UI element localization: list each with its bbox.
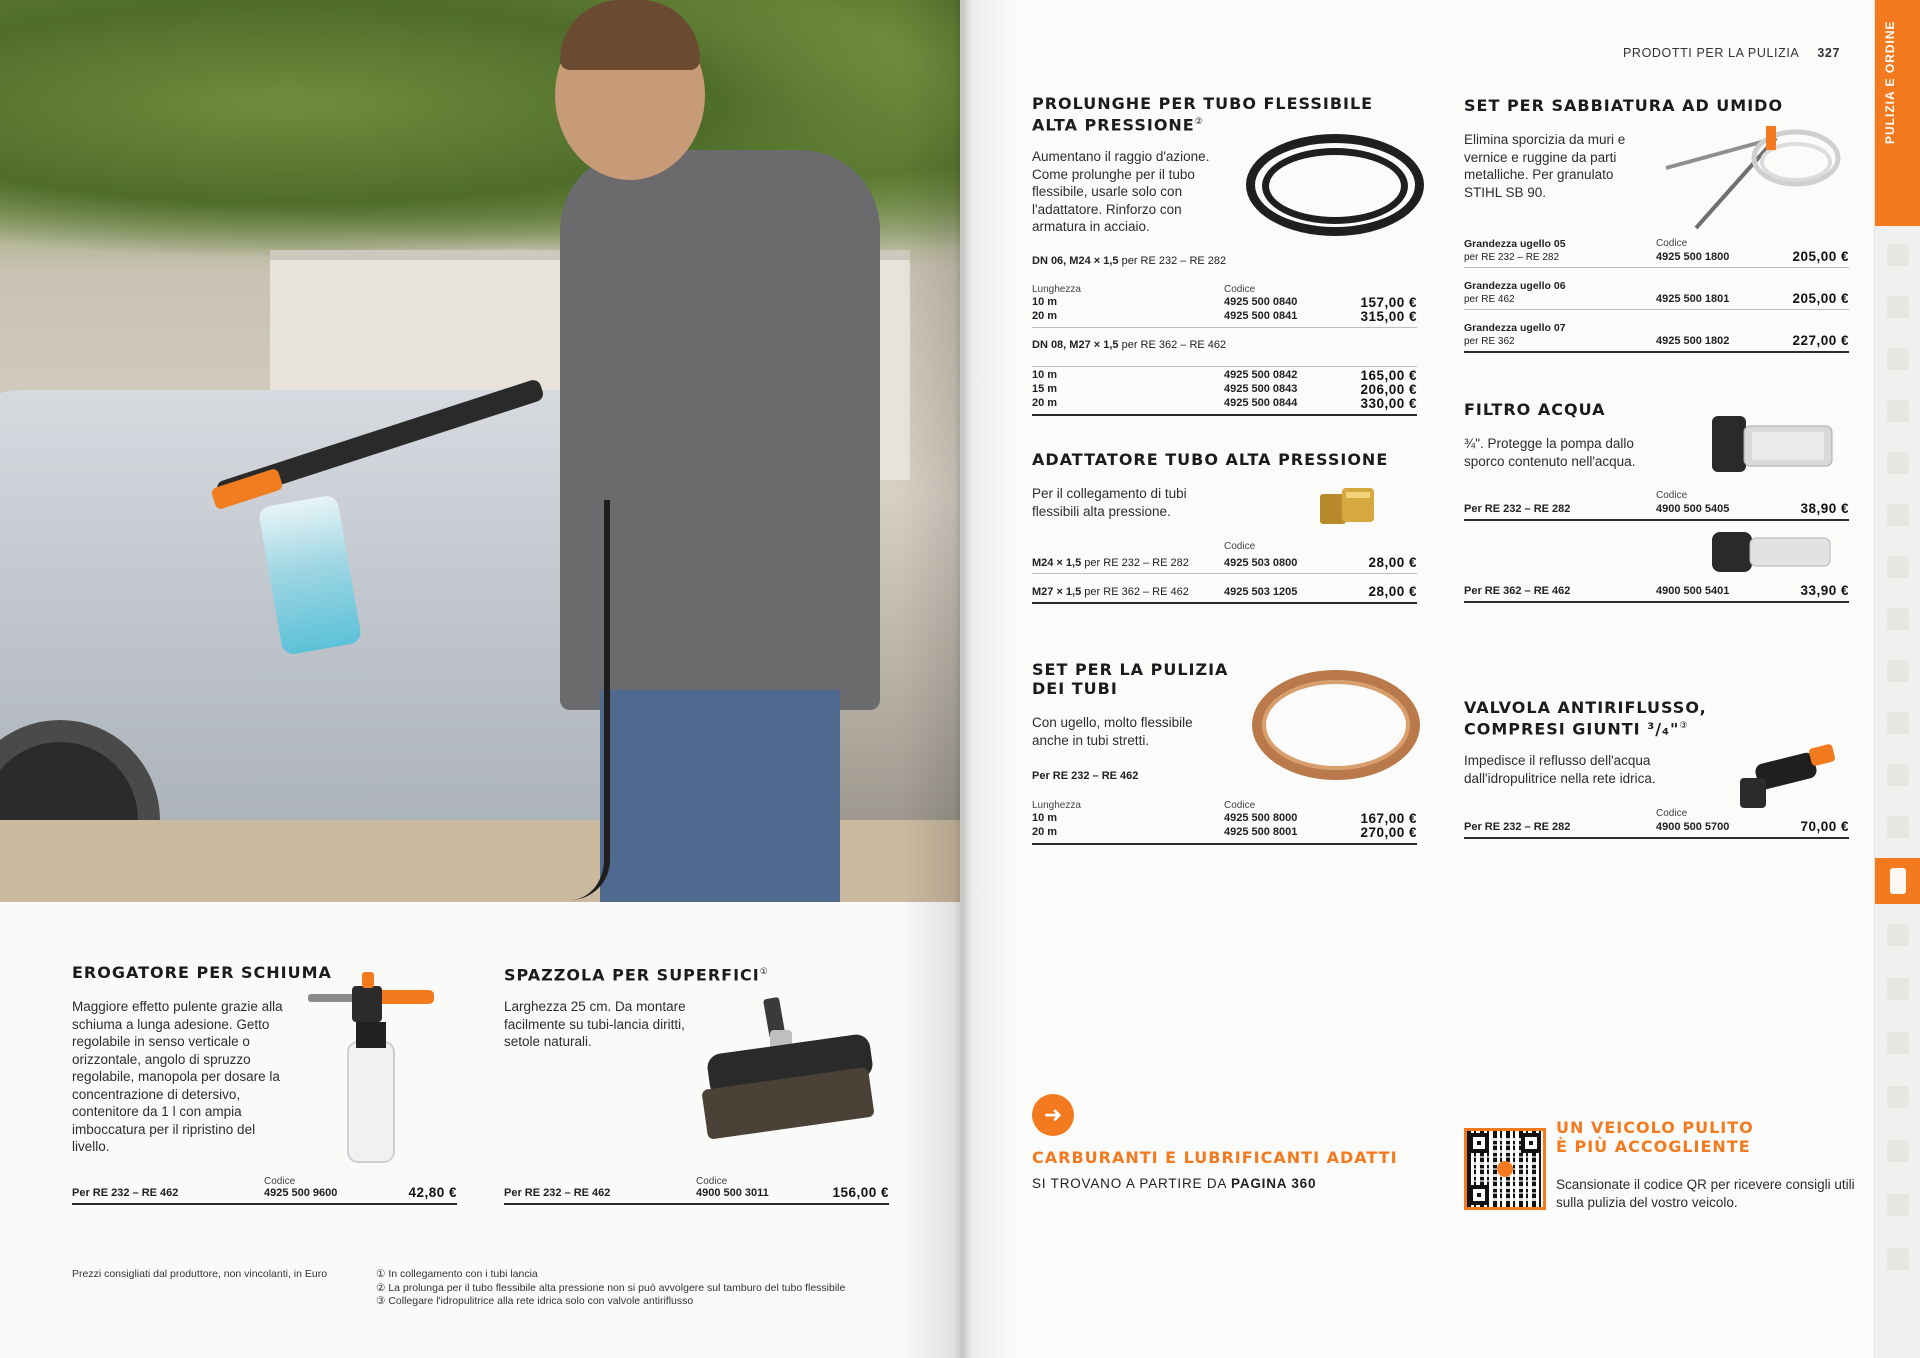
tab-cleaning-icon[interactable]	[1875, 858, 1920, 904]
tab-tools-icon[interactable]	[1875, 1182, 1920, 1228]
clean-vehicle-title-line1: UN VEICOLO PULITO	[1556, 1118, 1754, 1137]
extensions-title	[1032, 94, 1373, 134]
brush-price: 156,00 €	[832, 1185, 889, 1200]
brush-model: Per RE 232 – RE 462	[504, 1187, 611, 1199]
filter-model: Per RE 362 – RE 462	[1464, 585, 1571, 597]
backflow-valve-image	[1726, 734, 1846, 814]
ext-code: 4925 500 0840	[1224, 296, 1298, 308]
valve-description: Impedisce il reflusso dell'acqua dall'idropulitrice nella rete idrica.	[1464, 753, 1656, 786]
extensions-row-2	[1032, 310, 1417, 324]
sandblast-model: per RE 362	[1464, 336, 1515, 347]
sandblast-row-2	[1464, 280, 1849, 310]
qr-corner	[1469, 1185, 1489, 1205]
prices-note: Prezzi consigliati dal produttore, non vincolanti, in Euro	[72, 1268, 328, 1280]
extensions-title-line1: PROLUNGHE PER TUBO FLESSIBILE	[1032, 94, 1374, 113]
footnote-1: ① In collegamento con i tubi lancia	[376, 1268, 538, 1280]
fuel-subtitle	[1032, 1176, 1316, 1191]
valve-row	[1464, 820, 1849, 839]
pipe-rows	[1032, 812, 1417, 845]
filter-price: 33,90 €	[1800, 583, 1849, 598]
extensions-group-2	[1032, 366, 1417, 416]
sandblast-price: 227,00 €	[1792, 333, 1849, 348]
pipe-code-label: Codice	[1224, 800, 1256, 811]
qr-code[interactable]	[1464, 1128, 1546, 1210]
extensions-spec-1-bold: DN 06, M24 × 1,5	[1032, 255, 1119, 267]
sandblast-image	[1656, 118, 1846, 238]
ext-price: 206,00 €	[1360, 382, 1417, 397]
pipe-length-label: Lunghezza	[1032, 800, 1081, 811]
qr-corner	[1469, 1133, 1489, 1153]
foam-price: 42,80 €	[408, 1185, 457, 1200]
pipe-description: Con ugello, molto flessibile anche in tubi stretti.	[1032, 715, 1193, 748]
sandblast-row-1	[1464, 238, 1849, 268]
ext-len: 15 m	[1032, 383, 1058, 395]
ext-price: 157,00 €	[1360, 295, 1417, 310]
extensions-row-4	[1032, 383, 1417, 397]
sandblast-price: 205,00 €	[1792, 291, 1849, 306]
tab-vacuum-icon[interactable]	[1875, 912, 1920, 958]
tab-hedge-trimmer-icon[interactable]	[1875, 336, 1920, 382]
adapter-image	[1316, 478, 1380, 534]
sandblast-code: 4925 500 1801	[1656, 293, 1730, 305]
sandblast-spec	[1464, 280, 1656, 306]
pipe-row-2	[1032, 826, 1417, 840]
adapter-price: 28,00 €	[1368, 555, 1417, 570]
valve-price: 70,00 €	[1800, 819, 1849, 834]
section-tab-strip	[1874, 0, 1920, 1358]
extensions-spec-2-bold: DN 08, M27 × 1,5	[1032, 339, 1119, 351]
pipe-model: Per RE 232 – RE 462	[1032, 770, 1139, 782]
extensions-title-line2: ALTA PRESSIONE	[1032, 115, 1195, 135]
filter-model: Per RE 232 – RE 282	[1464, 503, 1571, 515]
valve-code-label: Codice	[1656, 808, 1688, 819]
extensions-group-1	[1032, 296, 1417, 328]
adapter-row-2	[1032, 585, 1417, 604]
surface-brush-image	[700, 996, 880, 1146]
adapter-code: 4925 503 1205	[1224, 586, 1298, 598]
tab-tiller-icon[interactable]	[1875, 648, 1920, 694]
hose-extension-image-inner	[1262, 148, 1408, 224]
fuel-subtitle-prefix: SI TROVANO A PARTIRE DA	[1032, 1176, 1232, 1191]
extensions-spec-2-rest: per RE 362 – RE 462	[1118, 339, 1227, 351]
arrow-right-icon[interactable]: ➜	[1032, 1094, 1074, 1136]
water-filter-image-1	[1708, 410, 1838, 480]
clean-vehicle-description: Scansionate il codice QR per ricevere consigli utili sulla pulizia del vostro veicolo.	[1556, 1177, 1855, 1210]
ext-price: 330,00 €	[1360, 396, 1417, 411]
ext-price: 165,00 €	[1360, 368, 1417, 383]
extensions-code-label: Codice	[1224, 284, 1256, 295]
valve-title-line2: COMPRESI GIUNTI ³/₄"	[1464, 719, 1680, 739]
hero-photo	[0, 0, 960, 902]
sandblast-row-3	[1464, 322, 1849, 353]
extensions-spec-1	[1032, 255, 1226, 268]
adapter-title: ADATTATORE TUBO ALTA PRESSIONE	[1032, 450, 1389, 469]
brush-price-row	[504, 1186, 889, 1205]
foam-code-label: Codice	[264, 1176, 296, 1187]
valve-title-line2-wrap	[1464, 717, 1707, 738]
foam-model: Per RE 232 – RE 462	[72, 1187, 179, 1199]
tab-pole-saw-icon[interactable]	[1875, 284, 1920, 330]
tab-pulizia-e-ordine[interactable]	[1875, 0, 1920, 226]
sandblast-title: SET PER SABBIATURA AD UMIDO	[1464, 96, 1784, 115]
tab-case-icon[interactable]	[1875, 1128, 1920, 1174]
filter-row-1	[1464, 502, 1849, 521]
tab-battery-icon[interactable]	[1875, 966, 1920, 1012]
extensions-spec-2	[1032, 339, 1226, 352]
filter-price: 38,90 €	[1800, 501, 1849, 516]
pipe-price: 167,00 €	[1360, 811, 1417, 826]
filter-code-label: Codice	[1656, 490, 1688, 501]
adapter-row-1	[1032, 556, 1417, 574]
tab-book-icon[interactable]	[1875, 1020, 1920, 1066]
extensions-description: Aumentano il raggio d'azione. Come prolunghe per il tubo flessibile, usarle solo con l'adattatore. Rinforzo con armatura in acciaio.	[1032, 149, 1210, 234]
tab-chainsaw-icon[interactable]	[1875, 232, 1920, 278]
filter-code: 4900 500 5401	[1656, 585, 1730, 597]
adapter-spec-bold: M27 × 1,5	[1032, 586, 1082, 598]
brush-title-text: SPAZZOLA PER SUPERFICI	[504, 965, 760, 985]
sandblast-model: per RE 462	[1464, 294, 1515, 305]
adapter-price: 28,00 €	[1368, 584, 1417, 599]
extensions-row-3	[1032, 369, 1417, 383]
water-filter-image-2	[1708, 528, 1838, 578]
fuel-title: CARBURANTI E LUBRIFICANTI ADATTI	[1032, 1148, 1398, 1167]
clean-vehicle-title	[1556, 1118, 1754, 1156]
brush-title-note: ①	[759, 967, 769, 977]
valve-title	[1464, 698, 1707, 738]
pipe-len: 20 m	[1032, 826, 1058, 838]
clean-vehicle-title-line2: È PIÙ ACCOGLIENTE	[1556, 1137, 1751, 1156]
ext-len: 20 m	[1032, 310, 1058, 322]
sandblast-spec	[1464, 238, 1656, 264]
tab-label: PULIZIA E ORDINE	[1883, 20, 1897, 144]
filter-description: ¾". Protegge la pompa dallo sporco contenuto nell'acqua.	[1464, 436, 1636, 469]
pipe-len: 10 m	[1032, 812, 1058, 824]
sandblast-code: 4925 500 1802	[1656, 335, 1730, 347]
ext-code: 4925 500 0843	[1224, 383, 1298, 395]
foam-title: EROGATORE PER SCHIUMA	[72, 963, 332, 982]
sandblast-description: Elimina sporcizia da muri e vernice e ruggine da parti metalliche. Per granulato STIHL SB 90.	[1464, 132, 1626, 200]
footnotes	[376, 1268, 896, 1309]
filter-row-2	[1464, 584, 1849, 603]
footnote-3: ③ Collegare l'idropulitrice alla rete idrica solo con valvole antiriflusso	[376, 1295, 694, 1307]
running-head-title: PRODOTTI PER LA PULIZIA	[1623, 46, 1800, 60]
valve-code: 4900 500 5700	[1656, 821, 1730, 833]
footnote-2: ② La prolunga per il tubo flessibile alta pressione non si può avvolgere sul tamburo del tubo flessibile	[376, 1281, 846, 1294]
man-jeans	[600, 690, 840, 902]
pipe-price: 270,00 €	[1360, 825, 1417, 840]
ext-price: 315,00 €	[1360, 309, 1417, 324]
tab-blower-icon[interactable]	[1875, 700, 1920, 746]
sandblast-price: 205,00 €	[1792, 249, 1849, 264]
adapter-code-label: Codice	[1224, 541, 1256, 552]
filter-code: 4900 500 5405	[1656, 503, 1730, 515]
pipe-title	[1032, 660, 1228, 698]
foam-price-row	[72, 1186, 457, 1205]
sandblast-size: Grandezza ugello 05	[1464, 238, 1566, 250]
pipe-title-line2: DEI TUBI	[1032, 679, 1118, 698]
adapter-spec-bold: M24 × 1,5	[1032, 557, 1082, 569]
extensions-spec-1-rest: per RE 232 – RE 282	[1118, 255, 1227, 267]
brush-description: Larghezza 25 cm. Da montare facilmente su tubi-lancia diritti, setole naturali.	[504, 999, 686, 1049]
tab-mower-icon[interactable]	[1875, 440, 1920, 486]
qr-corner	[1521, 1133, 1541, 1153]
adapter-spec	[1032, 586, 1224, 599]
qr-logo-icon	[1497, 1161, 1513, 1177]
adapter-spec-rest: per RE 232 – RE 282	[1081, 557, 1189, 569]
sandblast-model: per RE 232 – RE 282	[1464, 252, 1560, 263]
adapter-spec	[1032, 557, 1224, 570]
brush-title	[504, 963, 769, 984]
pipe-code: 4925 500 8001	[1224, 826, 1298, 838]
tab-fuel-icon[interactable]	[1875, 1236, 1920, 1282]
extensions-title-line2-wrap	[1032, 113, 1373, 134]
tab-brushcutter-icon[interactable]	[1875, 388, 1920, 434]
pipe-code: 4925 500 8000	[1224, 812, 1298, 824]
pipe-title-line1: SET PER LA PULIZIA	[1032, 660, 1229, 679]
extensions-title-note: ②	[1194, 117, 1204, 127]
foam-dispenser-image	[300, 972, 440, 1172]
tab-clothing-icon[interactable]	[1875, 1074, 1920, 1120]
adapter-description: Per il collegamento di tubi flessibili alta pressione.	[1032, 486, 1187, 519]
adapter-code: 4925 503 0800	[1224, 557, 1298, 569]
ext-code: 4925 500 0841	[1224, 310, 1298, 322]
brush-code-label: Codice	[696, 1176, 728, 1187]
valve-model: Per RE 232 – RE 282	[1464, 821, 1571, 833]
tab-trimmer-icon[interactable]	[1875, 544, 1920, 590]
running-head	[1623, 46, 1840, 60]
ext-code: 4925 500 0842	[1224, 369, 1298, 381]
page-number: 327	[1817, 46, 1840, 60]
tab-sprayer-icon[interactable]	[1875, 752, 1920, 798]
brush-code: 4900 500 3011	[696, 1187, 769, 1199]
tab-shredder-icon[interactable]	[1875, 596, 1920, 642]
tab-lawn-icon[interactable]	[1875, 492, 1920, 538]
valve-title-line1: VALVOLA ANTIRIFLUSSO,	[1464, 698, 1707, 717]
ext-len: 10 m	[1032, 369, 1058, 381]
ext-code: 4925 500 0844	[1224, 397, 1298, 409]
pipe-cleaning-image	[1252, 670, 1420, 780]
hose	[540, 500, 610, 900]
ext-len: 10 m	[1032, 296, 1058, 308]
sandblast-code: 4925 500 1800	[1656, 251, 1730, 263]
sandblast-size: Grandezza ugello 07	[1464, 322, 1566, 334]
valve-title-note: ③	[1679, 721, 1689, 731]
ext-len: 20 m	[1032, 397, 1058, 409]
sandblast-spec	[1464, 322, 1656, 348]
filter-title: FILTRO ACQUA	[1464, 400, 1606, 419]
tab-cutoff-saw-icon[interactable]	[1875, 804, 1920, 850]
extensions-length-label: Lunghezza	[1032, 284, 1081, 295]
foam-description: Maggiore effetto pulente grazie alla schiuma a lunga adesione. Getto regolabile in senso verticale o orizzontale, angolo di spruzzo regolabile, manopola per dosare la concentrazione di detersivo, contenitore da 1 l con ampia imboccatura per il ripristino del livello.	[72, 999, 283, 1154]
fuel-page-ref[interactable]: PAGINA 360	[1231, 1176, 1317, 1191]
sandblast-code-label: Codice	[1656, 238, 1688, 249]
sandblast-size: Grandezza ugello 06	[1464, 280, 1566, 292]
extensions-row-5	[1032, 397, 1417, 411]
foam-code: 4925 500 9600	[264, 1187, 338, 1199]
extensions-row-1	[1032, 296, 1417, 310]
pipe-row-1	[1032, 812, 1417, 826]
adapter-spec-rest: per RE 362 – RE 462	[1081, 586, 1189, 598]
